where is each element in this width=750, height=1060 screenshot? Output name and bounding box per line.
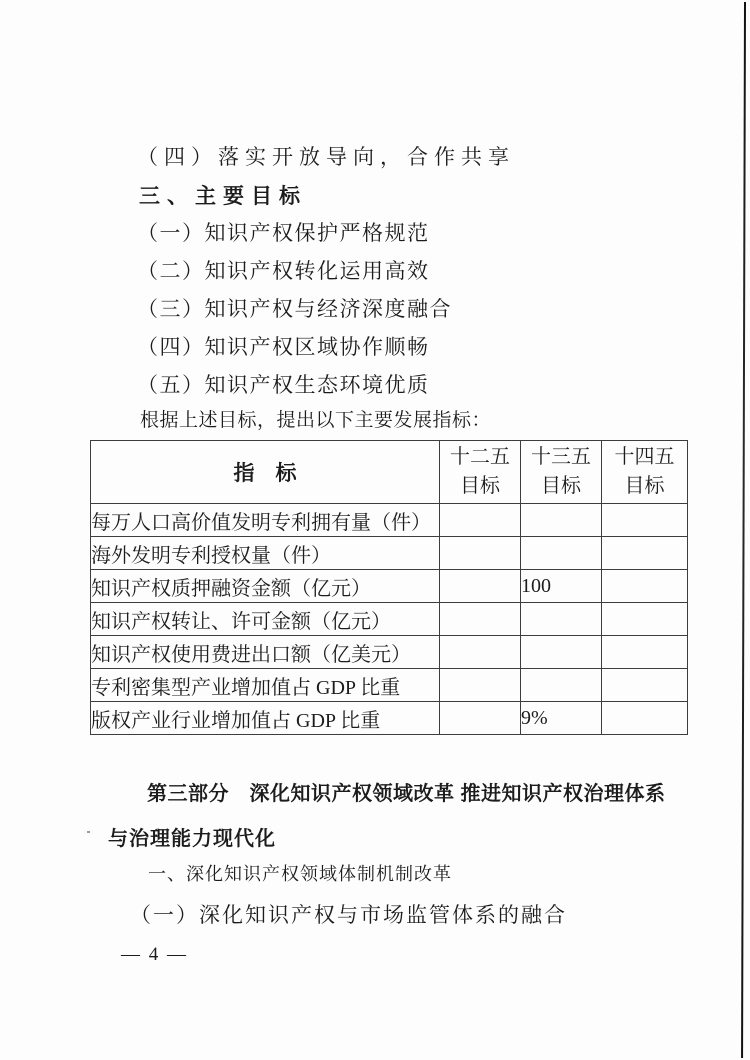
value-14th xyxy=(602,603,688,636)
value-12th xyxy=(440,504,521,537)
value-14th xyxy=(602,537,688,570)
table-row xyxy=(91,669,688,702)
indicator-label: 海外发明专利授权量（件） xyxy=(91,537,440,570)
value-13th xyxy=(521,669,602,702)
col-header-13th-line2: 目标 xyxy=(541,475,581,497)
scan-speck xyxy=(87,831,90,833)
section3-sub-item: （一）深化知识产权与市场监管体系的融合 xyxy=(130,903,567,927)
indicator-label: 每万人口高价值发明专利拥有量（件） xyxy=(91,504,440,537)
scan-edge-line xyxy=(741,2,746,1058)
value-13th: 9% xyxy=(521,702,602,735)
indicators-table xyxy=(90,440,688,735)
value-12th xyxy=(440,636,521,669)
value-14th xyxy=(602,702,688,735)
indicator-column-header: 指 标 xyxy=(91,441,440,504)
table-row xyxy=(91,504,688,537)
goal-item-5: （五）知识产权生态环境优质 xyxy=(137,373,430,397)
goal-item-4: （四）知识产权区域协作顺畅 xyxy=(137,335,430,359)
value-12th xyxy=(440,537,521,570)
col-header-12th-plan xyxy=(440,441,521,504)
col-header-12th-line1: 十二五 xyxy=(450,446,510,468)
page-number: — 4 — xyxy=(121,944,188,965)
col-header-14th-line2: 目标 xyxy=(624,475,665,497)
col-header-13th-plan xyxy=(521,441,602,504)
value-12th xyxy=(440,702,521,735)
value-14th xyxy=(602,669,688,702)
value-12th xyxy=(440,570,521,603)
value-12th xyxy=(440,603,521,636)
col-header-13th-line1: 十三五 xyxy=(531,446,591,468)
value-13th xyxy=(521,636,602,669)
table-row xyxy=(91,603,688,636)
value-13th xyxy=(521,537,602,570)
goal-item-2: （二）知识产权转化运用高效 xyxy=(137,259,430,283)
table-row xyxy=(91,702,688,735)
section3-heading-line1: 第三部分 深化知识产权领域改革 推进知识产权治理体系 xyxy=(147,783,666,805)
table-header-row xyxy=(91,441,688,504)
col-header-14th-line1: 十四五 xyxy=(614,446,675,468)
indicator-label: 专利密集型产业增加值占 GDP 比重 xyxy=(91,669,440,702)
goal-item-1: （一）知识产权保护严格规范 xyxy=(137,221,430,245)
table-row xyxy=(91,636,688,669)
table-row xyxy=(91,570,688,603)
col-header-14th-plan xyxy=(602,441,688,504)
goal-item-3: （三）知识产权与经济深度融合 xyxy=(137,297,452,321)
value-14th xyxy=(602,570,688,603)
indicator-label: 知识产权使用费进出口额（亿美元） xyxy=(91,636,440,669)
indicator-label: 知识产权质押融资金额（亿元） xyxy=(91,570,440,603)
heading-main-goals: 三、主要目标 xyxy=(139,184,307,208)
value-14th xyxy=(602,504,688,537)
section3-sub-heading: 一、深化知识产权领域体制机制改革 xyxy=(148,864,452,884)
col-header-12th-line2: 目标 xyxy=(460,475,500,497)
value-13th: 100 xyxy=(521,570,602,603)
table-row xyxy=(91,537,688,570)
indicator-label: 知识产权转让、许可金额（亿元） xyxy=(91,603,440,636)
table-intro-line: 根据上述目标，提出以下主要发展指标： xyxy=(140,410,492,431)
indicator-label: 版权产业行业增加值占 GDP 比重 xyxy=(91,702,440,735)
value-12th xyxy=(440,669,521,702)
value-13th xyxy=(521,603,602,636)
value-14th xyxy=(602,636,688,669)
section3-heading-line2: 与治理能力现代化 xyxy=(108,828,276,850)
value-13th xyxy=(521,504,602,537)
body-line-open-orientation: （四）落实开放导向，合作共享 xyxy=(137,145,515,169)
